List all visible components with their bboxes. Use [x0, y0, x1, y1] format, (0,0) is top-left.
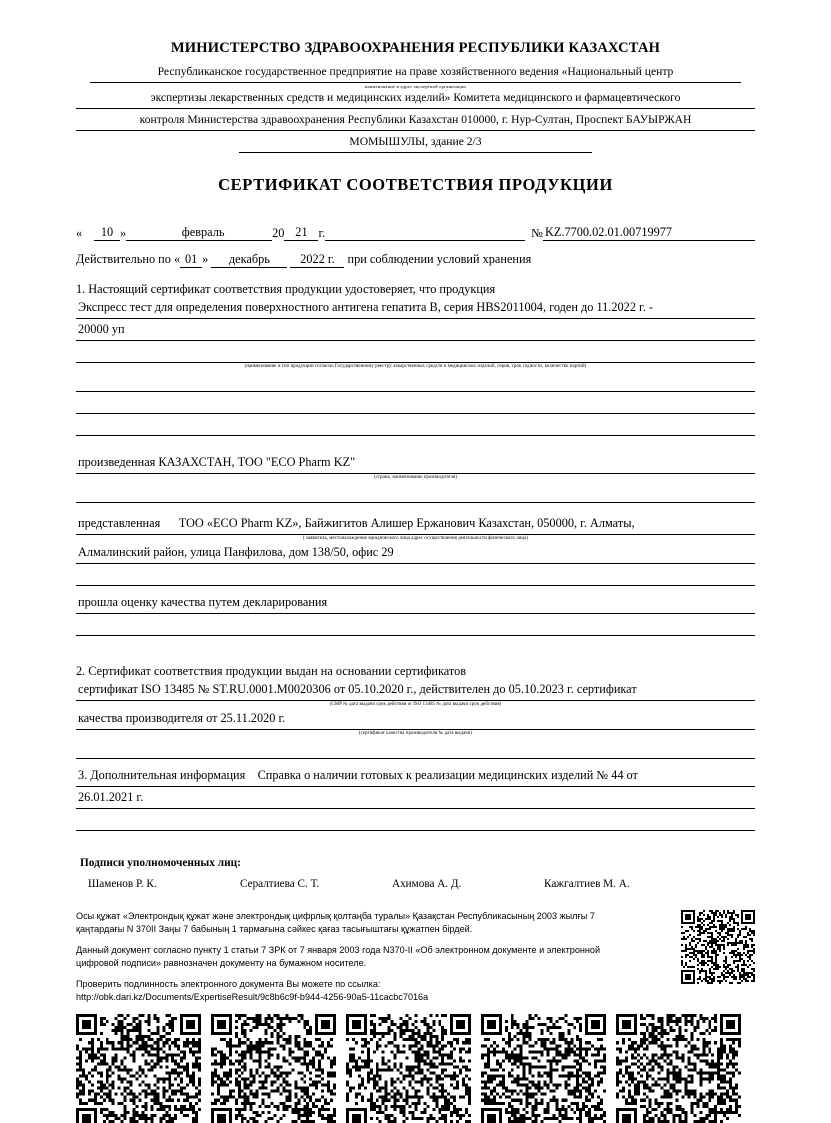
date-gap-1 — [126, 240, 160, 241]
organization-block — [76, 63, 755, 153]
representative-caption: ( заявитель, местонахождение юридического лица адрес осуществления деятельности физического лица) — [302, 536, 528, 541]
product-line-1: Экспресс тест для определения поверхностного антигена гепатита В, серия HBS2011004, годен до 11.2022 г. - — [76, 297, 755, 319]
spacer-before-manufacturer — [76, 436, 755, 452]
spacer-before-representative — [76, 503, 755, 513]
signatory-3: Ахимова А. Д. — [392, 878, 462, 890]
validity-month: декабрь — [211, 252, 287, 268]
section3-extra-line — [76, 809, 755, 831]
section2-heading: 2. Сертификат соответствия продукции выдан на основании сертификатов — [76, 664, 467, 678]
product-line-4 — [76, 370, 755, 392]
qr-code-verification — [681, 910, 755, 984]
legal-paragraph-ru: Данный документ согласно пункту 1 статьи 7 ЗРК от 7 января 2003 года N370-II «Об электронном документе и электронной цифровой подписи» равнозначен документу на бумажном носителе. — [76, 945, 601, 968]
product-caption: (наименование и тип продукции согласно Государственному реестру лекарственных средств и медицинских изделий, серия, срок годности, количество партий) — [244, 364, 587, 369]
section2-extra-line — [76, 737, 755, 759]
signatory-4: Кажгалтиев М. А. — [544, 878, 630, 890]
signatures-title: Подписи уполномоченных лиц: — [80, 857, 241, 869]
section3-line-2: 26.01.2021 г. — [76, 787, 755, 809]
organization-line-1: Республиканское государственное предприятие на праве хозяйственного ведения «Национальный центр — [90, 63, 742, 83]
verify-text — [76, 978, 636, 1003]
section3-value: Справка о наличии готовых к реализации медицинских изделий № 44 от — [257, 768, 638, 782]
issue-month: февраль — [160, 225, 246, 241]
organization-line-3: контроля Министерства здравоохранения Республики Казахстан 010000, г. Нур-Султан, Проспект БАУЫРЖАН — [76, 111, 755, 131]
signature-qr-4 — [481, 1014, 606, 1123]
legal-section — [76, 910, 755, 1004]
product-line-6 — [76, 414, 755, 436]
validity-row — [76, 252, 755, 268]
verify-label: Проверить подлинность электронного документа Вы можете по ссылка: — [76, 979, 381, 990]
signature-qr-5 — [616, 1014, 741, 1123]
signature-qr-3 — [346, 1014, 471, 1123]
organization-line-2: экспертизы лекарственных средств и медицинских изделий» Комитета медицинского и фармацевтического — [76, 89, 755, 109]
organization-caption: наименование и адрес экспертной организации — [364, 84, 467, 89]
signature-qr-2 — [211, 1014, 336, 1123]
quote-open: « — [76, 226, 83, 240]
validity-year: 2022 г. — [290, 252, 344, 268]
validity-prefix: Действительно по — [76, 252, 171, 266]
date-spacer — [325, 240, 525, 241]
section2-caption-2: (сертификат качества производителя № дата выдачи) — [358, 731, 473, 736]
certificate-title: СЕРТИФИКАТ СООТВЕТСТВИЯ ПРОДУКЦИИ — [218, 175, 613, 194]
product-line-5 — [76, 392, 755, 414]
representative-line — [76, 513, 755, 535]
manufacturer-caption: (страна, наименование производителя) — [373, 475, 458, 480]
document-body — [76, 40, 755, 1123]
signatory-1: Шаменов Р. К. — [88, 878, 157, 890]
signature-qr-1 — [76, 1014, 201, 1123]
manufacturer-line: произведенная КАЗАХСТАН, ТОО "ECO Pharm KZ" — [76, 452, 755, 474]
legal-paragraph-kz: Осы құжат «Электрондық құжат және электрондық цифрлық қолтаңба туралы» Қазақстан Республикасының 2003 жылғы 7 қаңтардағы N 370II Заңы 7 бабының 1 тармағына сәйкес қағаз тасығыштағы құжатпен бірдей. — [76, 911, 595, 934]
validity-quote-open: « — [173, 252, 181, 266]
section2-caption-1: (GMP № дата выдачи срок действия or ISO 13485 № дата выдачи срок действия) — [329, 702, 502, 707]
validity-quote-close: » — [202, 252, 209, 266]
spacer-before-section2 — [76, 636, 755, 658]
issue-day: 10 — [94, 225, 120, 241]
date-and-number-row — [76, 225, 755, 241]
section3-heading: 3. Дополнительная информация — [78, 768, 246, 782]
product-line-3 — [76, 341, 755, 363]
signature-names-row — [76, 878, 755, 890]
certificate-number: KZ.7700.02.01.00719977 — [543, 225, 755, 241]
verify-link[interactable]: http://obk.dari.kz/Documents/ExpertiseResult/9c8b6c9f-b944-4256-90a5-11cacbc7016a — [76, 991, 429, 1002]
date-gap-2 — [246, 240, 272, 241]
section1-heading: 1. Настоящий сертификат соответствия продукции удостоверяет, что продукция — [76, 282, 496, 296]
issue-year: 21 — [284, 225, 318, 241]
legal-text — [76, 910, 636, 1004]
assessment-line: прошла оценку качества путем декларирования — [76, 592, 755, 614]
manufacturer-extra-line — [76, 481, 755, 503]
representative-extra-line — [76, 564, 755, 586]
representative-line-2: Алмалинский район, улица Панфилова, дом 138/50, офис 29 — [76, 542, 755, 564]
representative-value: ТОО «ECO Pharm KZ», Байжигитов Алишер Ержанович Казахстан, 050000, г. Алматы, — [178, 516, 635, 530]
quote-close: » — [120, 226, 127, 240]
section2-line-2: качества производителя от 25.11.2020 г. — [76, 708, 755, 730]
product-line-2: 20000 уп — [76, 319, 755, 341]
year-suffix: г. — [318, 226, 326, 240]
year-prefix: 20 — [272, 226, 285, 240]
signature-qr-row — [76, 1014, 755, 1123]
signatory-2: Сералтиева С. Т. — [240, 878, 320, 890]
ministry-heading: МИНИСТЕРСТВО ЗДРАВООХРАНЕНИЯ РЕСПУБЛИКИ КАЗАХСТАН — [170, 40, 661, 56]
validity-day: 01 — [180, 252, 202, 268]
section3-line-1 — [76, 765, 755, 787]
organization-line-4: МОМЫШУЛЫ, здание 2/3 — [239, 133, 592, 153]
assessment-extra-line — [76, 614, 755, 636]
number-label: № — [531, 226, 543, 240]
section2-line-1: сертификат ISO 13485 № ST.RU.0001.M0020306 от 05.10.2020 г., действителен до 05.10.2023 г. сертификат — [76, 679, 755, 701]
representative-label: представленная — [78, 516, 161, 530]
validity-suffix: при соблюдении условий хранения — [347, 252, 532, 266]
